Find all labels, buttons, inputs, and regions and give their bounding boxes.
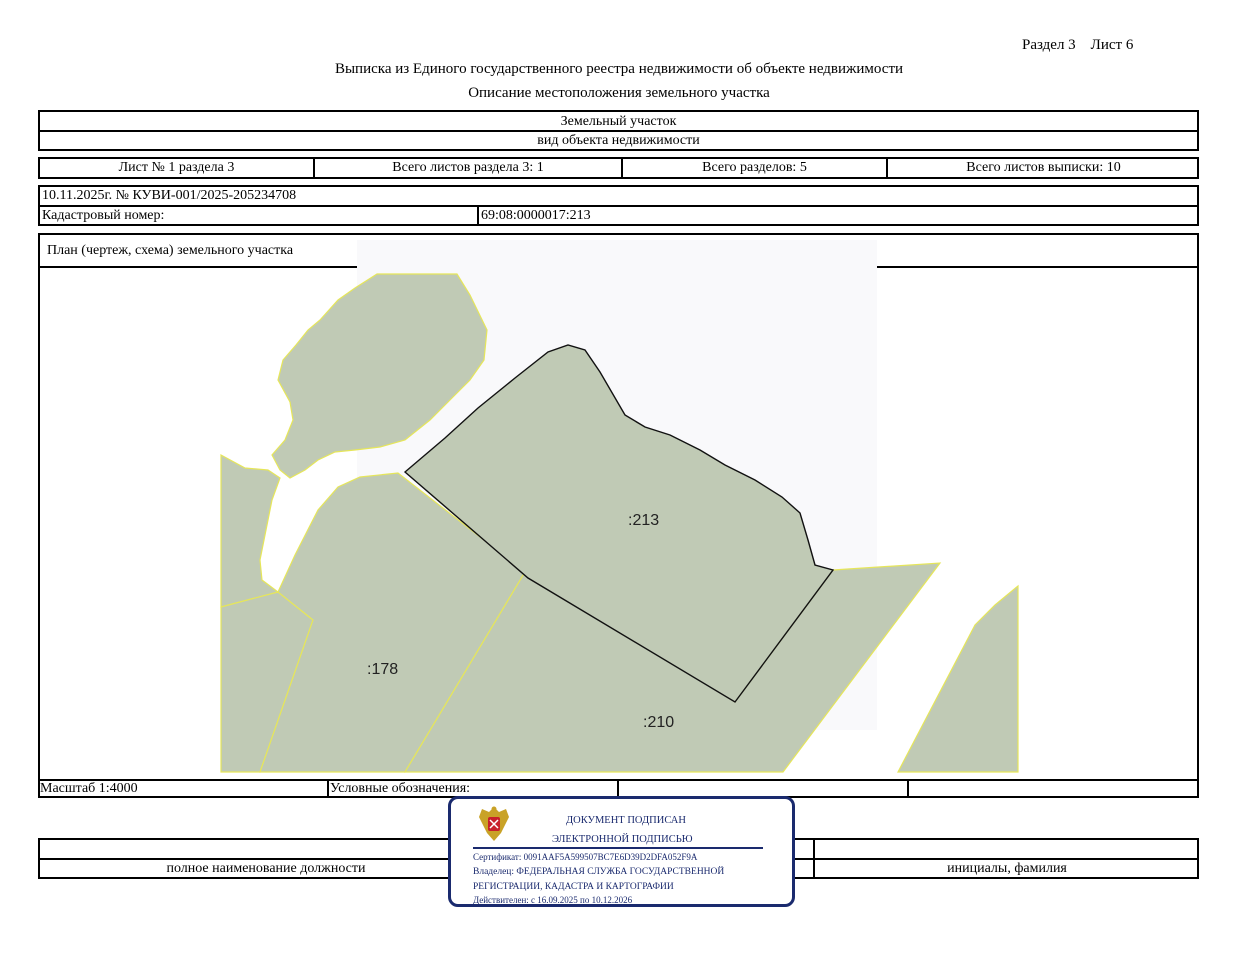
object-type: Земельный участок <box>560 114 677 129</box>
position-caption: полное наименование должности <box>166 861 366 876</box>
extract-id: 10.11.2025г. № КУВИ-001/2025-205234708 <box>42 188 297 203</box>
sheet-number: Лист № 1 раздела 3 <box>118 160 235 175</box>
stamp-owner-line1: Владелец: ФЕДЕРАЛЬНАЯ СЛУЖБА ГОСУДАРСТВЕННОЙ <box>473 867 725 877</box>
digital-signature-stamp <box>448 796 795 907</box>
cadastral-label: Кадастровый номер: <box>42 208 165 223</box>
parcel-west <box>221 455 280 607</box>
plan-title: План (чертеж, схема) земельного участка <box>47 243 294 258</box>
stamp-line2: ЭЛЕКТРОННОЙ ПОДПИСЬЮ <box>552 834 693 845</box>
stamp-certificate: Сертификат: 0091AAF5A599507BC7E6D39D2DFA052F9A <box>473 852 698 862</box>
russian-eagle-emblem-icon <box>473 803 515 845</box>
stamp-valid: Действителен: с 16.09.2025 по 10.12.2026 <box>473 895 633 905</box>
name-caption: инициалы, фамилия <box>947 861 1067 876</box>
legend-label: Условные обозначения: <box>330 781 471 796</box>
scale-label: Масштаб 1:4000 <box>40 781 138 796</box>
parcel-east <box>898 586 1018 772</box>
document-subtitle: Описание местоположения земельного участка <box>468 85 770 101</box>
stamp-line1: ДОКУМЕНТ ПОДПИСАН <box>566 815 686 826</box>
sheets-in-section: Всего листов раздела 3: 1 <box>392 160 544 175</box>
cadastral-number: 69:08:0000017:213 <box>481 208 591 223</box>
parcel-label-213: :213 <box>628 512 660 529</box>
stamp-owner-line2: РЕГИСТРАЦИИ, КАДАСТРА И КАРТОГРАФИИ <box>473 882 674 892</box>
parcel-label-178: :178 <box>367 661 399 678</box>
sections-total: Всего разделов: 5 <box>702 160 807 175</box>
section-sheet-label: Раздел 3 Лист 6 <box>1022 37 1134 53</box>
sheets-total: Всего листов выписки: 10 <box>966 160 1121 175</box>
document-title: Выписка из Единого государственного реестра недвижимости об объекте недвижимости <box>334 61 904 77</box>
parcel-label-210: :210 <box>643 714 675 731</box>
object-type-caption: вид объекта недвижимости <box>537 133 700 148</box>
